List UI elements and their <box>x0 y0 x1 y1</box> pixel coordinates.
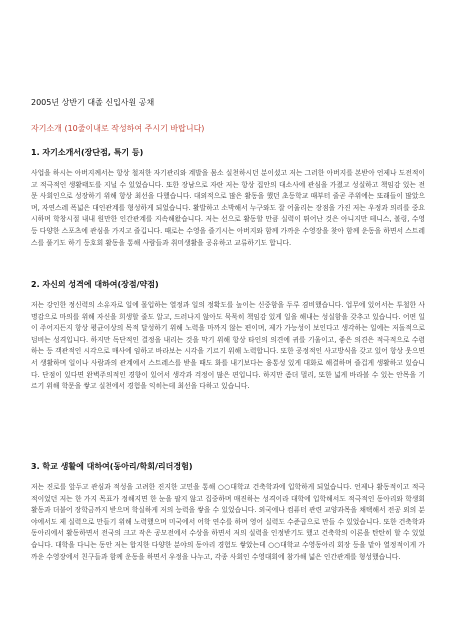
section-heading: 2. 자신의 성격에 대하여(장점/약점) <box>31 280 159 289</box>
instruction-note: 자기소개 (10줄이내로 작성하여 주시기 바랍니다) <box>31 124 205 133</box>
section-self-introduction <box>31 147 425 249</box>
section-body: 저는 진로를 앞두고 관심과 적성을 고려한 진지한 고민을 통해 ○○대학교 건축학과에 입학하게 되었습니다. 언제나 활동적이고 적극적이었던 저는 한 가지 목표가 정해지면 한 눈을 팔지 않고 집중하며 매진하는 성격이라 대학에 입학해서도 적극적인 동아리와 학생회 활동과 더불어 장학금까지 받으며 학실하게 저의 능력을 쌓을 수 있었습니다. 외국에나 컴퓨터 관련 교양과목을 채택해서 전공 외의 분야에서도 제 실력으로 만들기 위해 노력했으며 미국에서 어학 연수를 하며 영어 실력도 수준급으로 만들 수 있었습니다. 또한 건축학과 동아리에서 활동하면서 전국의 크고 작은 공모전에서 수상을 하면서 저의 실력을 인정받기도 했고 건축학의 이론을 탄탄히 할 수 있었습니다. 대학을 다니는 동안 저는 합지한 다양한 분야의 동아리 경험도 쌓았는데 ○○대학교 수영동아리 회장 등을 맡아 열정적이게 가까운 수영장에서 친구들과 함께 운동을 하면서 우정을 나누고, 각종 사회인 수영대회에 참가해 넓은 인간관계를 형성했습니다. <box>31 483 425 561</box>
section-heading: 1. 자기소개서(장단점, 특기 등) <box>31 148 144 157</box>
section-school-life <box>31 461 425 563</box>
section-personality <box>31 279 425 393</box>
section-body: 사업을 하시는 아버지께서는 항상 철저한 자기관리와 계발을 몸소 실천하시던 분이셨고 저는 그러한 아버지를 본받아 언제나 도전적이고 적극적인 생활태도를 지닐 수 있었습니다. 또한 장남으로 자란 저는 항상 집안의 대소사에 관심을 가졌고 성실하고 책임감 있는 전문 사회인으로 성장하기 위해 항상 최선을 다했습니다. 대외적으로 많은 활동을 했던 초등학교 때부터 줄곧 주위에는 또래들이 많았으며, 자연스레 폭넓은 대인관계를 형성하게 되었습니다. 활발하고 소박해서 누구와도 잘 어울리는 장점을 가진 저는 우정과 의리를 중요시하며 학창시절 내내 원만한 인간관계를 지속해왔습니다. 저는 선으로 활동할 만큼 실력이 뛰어난 것은 아니지만 테니스, 볼링, 수영 등 다양한 스포츠에 관심을 가지고 즐깁니다. 때로는 수영을 즐기시는 아버지와 함께 가까운 수영장을 찾아 함께 운동을 하면서 스트레스를 풀기도 하기 등호회 활동을 통해 사람들과 취미생활을 공유하고 교류하기도 합니다. <box>31 169 425 247</box>
section-heading: 3. 학교 생활에 대하여(동아리/학회/리더경험) <box>31 462 193 471</box>
section-body: 저는 강인한 정신력의 소유자로 일에 몰입하는 열정과 일의 정확도를 높이는 신중함을 두루 겸비했습니다. 업무에 있어서는 투철한 사명감으로 마의를 위해 자신을 희생할 줄도 알고, 드러나지 않아도 묵묵히 책임감 있게 일을 해내는 성실함을 갖추고 있습니다. 어떤 일이 주어지든지 항상 평균이상의 목적 달성하기 위해 노력을 마까지 않는 편이며, 제가 가능성이 보인다고 생각하는 일에는 저돌적으로 덤비는 성격입니다. 하지만 독단적인 결정을 내리는 것을 막기 위해 항상 타인의 의견에 귀를 기울이고, 좋은 의견은 적극적으로 수렴하는 등 객관적인 시각으로 매사에 임하고 바라보는 시각을 기르기 위해 노력합니다. 또한 공정적인 사고방식을 갖고 있어 항상 웃으면서 생활하며 일이나 사람과의 관계에서 스트레스를 받을 때도 화를 내기보다는 융통성 있게 대화로 해결하며 즐겁게 생활하고 있습니다. 단점이 있다면 완벽주의적인 경향이 있어서 생각과 걱정이 많은 편입니다. 하지만 좀더 멀리, 또한 넓게 바라볼 수 있는 안목을 기르기 위해 학문을 쌓고 실천에서 경험을 익히는데 최선을 다하고 있습니다. <box>31 301 425 391</box>
document-title: 2005년 상반기 대졸 신입사원 공채 <box>31 98 155 107</box>
